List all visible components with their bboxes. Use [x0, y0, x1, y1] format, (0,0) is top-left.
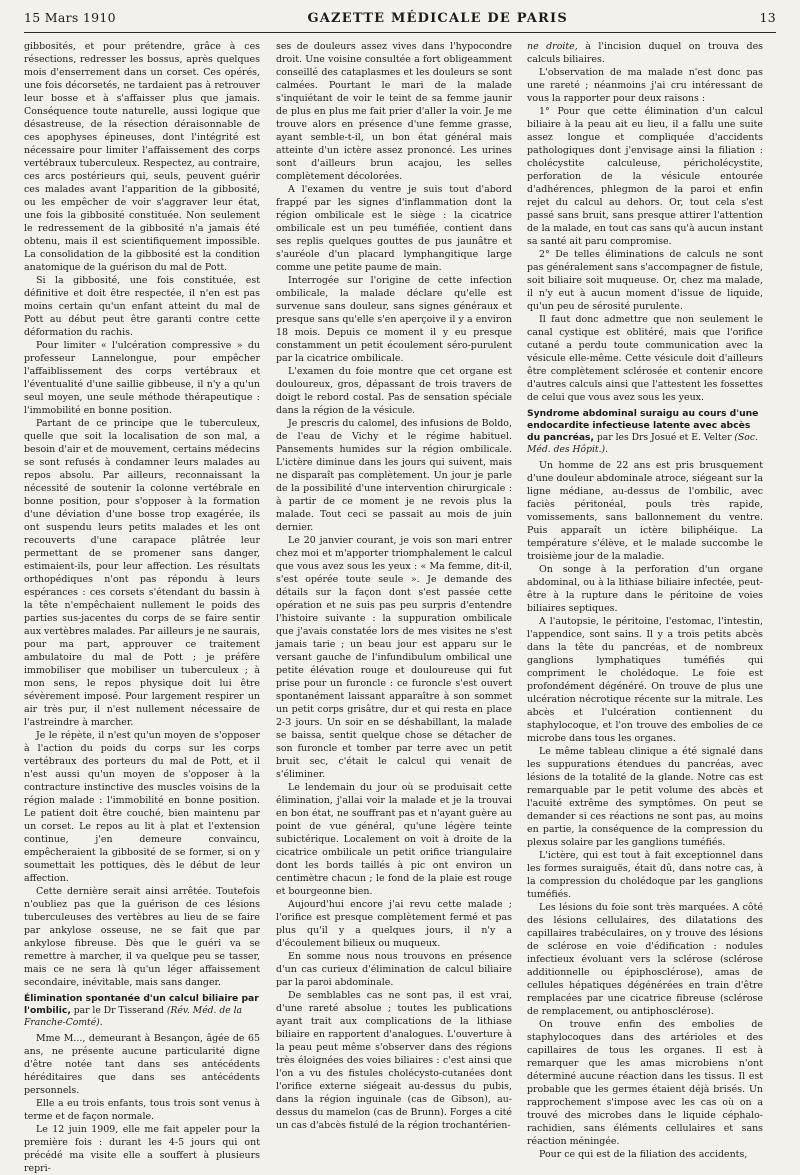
paragraph: L'examen du foie montre que cet organe est douloureux, gros, dépassant de trois travers de doigt le rebord costal. Pas de sensation spéciale dans la région de la vésicule. [276, 366, 512, 416]
paragraph: Le 12 juin 1909, elle me fait appeler pour la première fois : durant les 4-5 jours qui ont précédé ma visite elle a souffert à plusieurs repri- [24, 1124, 260, 1174]
article-title: Syndrome abdominal suraigu au cours d'une endocardite infectieuse latente avec abcès du pancréas, [527, 408, 759, 443]
paragraph: 1° Pour que cette élimination d'un calcul biliaire à la peau ait eu lieu, il a fallu une suite assez longue et compliquée d'accidents pathologiques dont j'envisage ainsi la filiation : cholécystite calculeuse, péricholécystite, perforation de la vésicule entourée d'adhérences, phlegmon de la paroi et enfin rejet du calcul au dehors. Or, tout cela s'est passé sans bruit, sans presque attirer l'attention de la malade, en tout cas sans qu'à aucun instant sa santé ait paru compromise. [527, 106, 763, 247]
article-heading [527, 408, 763, 456]
paragraph: Pour limiter « l'ulcération compressive » du professeur Lannelongue, pour empêcher l'affaiblissement des corps vertébraux et l'éventualité d'une saillie gibbeuse, il n'y a qu'un seul moyen, une seule méthode thérapeutique : l'immobilité en bonne position. [24, 340, 260, 416]
paragraph: Partant de ce principe que le tuberculeux, quelle que soit la localisation de son mal, a besoin d'air et de mouvement, certains médecins se sont refusés à condamner leurs malades au repos absolu. Par ailleurs, reconnaissant la nécessité de soutenir la colonne vertébrale en bonne position, pour s'opposer à la formation d'une déviation d'une bosse trop exagérée, ils ont suspendu leurs petits malades et les ont recouverts d'une carapace plâtrée leur permettant de se promener sans danger, estimaient-ils, pour leur affection. Les résultats orthopédiques n'ont pas répondu à leurs espérances : ces corsets s'étendant du bassin à la tête n'empêchaient nullement le poids des parties sus-jacentes du corps de se faire sentir aux vertèbres malades. Par ailleurs je ne saurais, pour ma part, approuver ce traitement ambulatoire du mal de Pott ; je préfère immobiliser que mobiliser un tuberculeux ; à mon sens, le repos physique doit lui être sévèrement imposé. Pour largement respirer un air très pur, il n'est nullement nécessaire de l'astreindre à marcher. [24, 418, 260, 728]
article-source: (Rév. Méd. de la Franche-Comté). [24, 1005, 243, 1028]
paragraph: Cette dernière serait ainsi arrêtée. Toutefois n'oubliez pas que la guérison de ces lésions tuberculeuses des vertèbres au lieu de se faire par ankylose osseuse, ne se fait que par ankylose fibreuse. Dès que le guéri va se remettre à marcher, il va quelque peu se tasser, mais ce ne sera là qu'un léger affaissement secondaire, inévitable, mais sans danger. [24, 886, 260, 988]
column-left [24, 40, 260, 1174]
column-middle [276, 40, 512, 1131]
paragraph: Aujourd'hui encore j'ai revu cette malade ; l'orifice est presque complètement fermé et pas plus qu'il y a quelques jours, il n'y a d'écoulement bilieux ou muqueux. [276, 899, 512, 949]
paragraph: A l'autopsie, le péritoine, l'estomac, l'intestin, l'appendice, sont sains. Il y a trois petits abcès dans la tête du pancréas, et de nombreux ganglions lymphatiques tuméfiés qui compriment le cholédoque. Le foie est profondément dégénéré. On trouve de plus une ulcération nécrotique récente sur la mitrale. Les abcès et l'ulcération contiennent du staphylocoque, et l'on trouve des embolies de ce microbe dans tous les organes. [527, 616, 763, 744]
article-source: (Soc. Méd. des Hôpit.). [527, 432, 758, 455]
paragraph: 2° De telles éliminations de calculs ne sont pas généralement sans s'accompagner de fistule, soit biliaire soit muqueuse. Or, chez ma malade, il n'y eut à aucun moment d'issue de liquide, qu'un peu de sérosité purulente. [527, 249, 763, 312]
paragraph: On songe à la perforation d'un organe abdominal, ou à la lithiase biliaire infectée, peut-être à la rupture dans le péritoine de voies biliaires septiques. [527, 564, 763, 614]
paragraph: Si la gibbosité, une fois constituée, est définitive et doit être respectée, il n'en est pas moins certain qu'un enfant atteint du mal de Pott au début peut être garanti contre cette déformation du rachis. [24, 275, 260, 338]
paragraph: Le lendemain du jour où se produisait cette élimination, j'allai voir la malade et je la trouvai en bon état, ne souffrant pas et n'ayant guère au point de vue général, qu'une légère teinte subictérique. Localement on voit à droite de la cicatrice ombilicale un petit orifice triangulaire dont les bords taillés à pic ont environ un centimètre chacun ; le fond de la plaie est rouge et bourgeonne bien. [276, 782, 512, 897]
paragraph: L'ictère, qui est tout à fait exceptionnel dans les formes suraiguës, était dû, dans notre cas, à la compression du cholédoque par les ganglions tuméfiés. [527, 850, 763, 900]
italic-run: ne droite, [527, 41, 578, 52]
paragraph: Interrogée sur l'origine de cette infection ombilicale, la malade déclare qu'elle est survenue sans douleur, sans signes généraux et presque sans qu'elle s'en aperçoive il y a environ 18 mois. Depuis ce moment il y eu presque constamment un petit écoulement séro-purulent par la cicatrice ombilicale. [276, 275, 512, 364]
page-header [24, 10, 776, 34]
text-run: à l'incision duquel on trouva des calculs biliaires. [527, 41, 764, 65]
column-right [527, 40, 764, 1160]
paragraph: De semblables cas ne sont pas, il est vrai, d'une rareté absolue ; toutes les publications ayant trait aux complications de la lithiase biliaire en rapportent d'analogues. L'ouverture à la peau peut même s'observer dans des régions très éloignées des voies biliaires : c'est ainsi que l'on a vu des fistules cholécysto-cutanées dont l'orifice externe siégeait au-dessus du pubis, dans la région inguinale (cas de Gibson), au-dessus du mamelon (cas de Brunn). Forges a cité un cas d'abcès fistulé de la région trochantérien- [276, 990, 512, 1131]
paragraph: L'observation de ma malade n'est donc pas une rareté ; néanmoins j'ai cru intéressant de vous la rapporter pour deux raisons : [527, 67, 763, 104]
paragraph [527, 40, 763, 66]
paragraph: Je prescris du calomel, des infusions de Boldo, de l'eau de Vichy et le régime habituel. Pansements humides sur la région ombilicale. L'ictère diminue dans les jours qui suivent, mais ne disparaît pas complètement. Un jour je parle de la possibilité d'une intervention chirurgicale : à partir de ce moment je ne revois plus la malade. Tout ceci se passait au mois de juin dernier. [276, 418, 512, 533]
paragraph: gibbosités, et pour prétendre, grâce à ces résections, redresser les bossus, après quelques mois d'enserrement dans un corset. Ces opérés, une fois décorsetés, ne tardaient pas à retrouver leur bosse et à s'affaisser plus que jamais. Conséquence toute naturelle, aussi logique que désastreuse, de la résection déraisonnable de ces apophyses épineuses, dont l'intégrité est nécessaire pour limiter l'affaissement des corps vertébraux tuberculeux. Respectez, au contraire, ces arcs postérieurs qui, seuls, peuvent guérir ces malades avant l'apparition de la gibbosité, ou les empêcher de voir s'aggraver leur état, une fois la gibbosité constituée. Non seulement le redressement de la gibbosité n'a jamais été obtenu, mais il est scientifiquement impossible. La consolidation de la gibbosité est la condition anatomique de la guérison du mal de Pott. [24, 41, 260, 273]
paragraph: Mme M..., demeurant à Besançon, âgée de 65 ans, ne présente aucune particularité digne d'être notée tant dans ses antécédents héréditaires que dans ses antécédents personnels. [24, 1033, 260, 1096]
paragraph: Les lésions du foie sont très marquées. A côté des lésions cellulaires, des dilatations des capillaires trabéculaires, on y trouve des lésions de sclérose en voie d'édification : nodules infectieux évoluant vers la sclérose (sclérose additionnelle ou épiphosclérose), amas de cellules hépatiques dégénérées en train d'être remplacées par une cicatrice fibreuse (sclérose de remplacement, ou antiphosclérose). [527, 902, 763, 1017]
article-title: Élimination spontanée d'un calcul biliaire par l'ombilic, [24, 993, 259, 1016]
paragraph: On trouve enfin des embolies de staphylocoques dans des artérioles et des capillaires de tous les organes. Il est à remarquer que les amas microbiens n'ont déterminé aucune réaction dans les tissus. Il est probable que les germes étaient déjà brisés. Un rapprochement s'impose avec les cas où on a trouvé des microbes dans le liquide céphalo-rachidien, sans éléments cellulaires et sans réaction méningée. [527, 1019, 763, 1147]
page-number: 13 [759, 10, 776, 25]
paragraph: A l'examen du ventre je suis tout d'abord frappé par les signes d'inflammation dont la région ombilicale est le siège : la cicatrice ombilicale est un peu tuméfiée, contient dans ses replis quelques gouttes de pus jaunâtre et s'auréole d'un placard lymphangitique large comme une petite paume de main. [276, 184, 512, 273]
paragraph: ses de douleurs assez vives dans l'hypocondre droit. Une voisine consultée a fort obligeamment conseillé des cataplasmes et les douleurs se sont calmées. Pourtant le mari de la malade s'inquiétant de voir le teint de sa femme jaunir de plus en plus me fait prier d'aller la voir. Je me trouve alors en présence d'une femme grasse, ayant semble-t-il, un bon état général mais atteinte d'un ictère assez prononcé. Les urines sont d'ailleurs brun acajou, les selles complètement décolorées. [276, 41, 512, 182]
paragraph: Le même tableau clinique a été signalé dans les suppurations étendues du pancréas, avec lésions de la totalité de la glande. Notre cas est remarquable par le petit volume des abcès et l'acuité extrême des symptômes. On peut se demander si ces réactions ne sont pas, au moins en partie, la conséquence de la compression du plexus solaire par les ganglions tuméfiés. [527, 746, 763, 848]
header-rule [24, 32, 776, 33]
paragraph: Le 20 janvier courant, je vois son mari entrer chez moi et m'apporter triomphalement le calcul que vous avez sous les yeux : « Ma femme, dit-il, s'est opérée toute seule ». Je demande des détails sur la façon dont s'est passée cette opération et ne suis pas peu surpris d'entendre l'histoire suivante : la suppuration ombilicale que j'avais constatée lors de mes visites ne s'est jamais tarie ; un beau jour est apparu sur le versant gauche de l'infundibulum ombilical une petite élévation rouge et douloureuse qui fut prise pour un furoncle : ce furoncle s'est ouvert spontanément laissant apparaître à son sommet un petit corps grisâtre, dur et qui resta en place 2-3 jours. Un soir en se déshabillant, la malade se baissa, sentit quelque chose se détacher de son furoncle et tomber par terre avec un petit bruit sec, c'était le calcul qui venait de s'éliminer. [276, 535, 512, 780]
paragraph: Il faut donc admettre que non seulement le canal cystique est oblitéré, mais que l'orifice cutané a perdu toute communication avec la vésicule elle-même. Cette vésicule doit d'ailleurs être complètement sclérosée et contenir encore d'autres calculs ainsi que l'attestent les fossettes de celui que vous avez sous les yeux. [527, 314, 763, 403]
paragraph: Un homme de 22 ans est pris brusquement d'une douleur abdominale atroce, siégeant sur la ligne médiane, au-dessus de l'ombilic, avec faciès péritonéal, pouls très rapide, vomissements, sans ballonnement du ventre. Puis apparaît un ictère biliphéique. La température s'élève, et le malade succombe le troisième jour de la maladie. [527, 460, 763, 562]
article-author: par le Dr Tisserand [70, 1005, 167, 1016]
paragraph: Je le répète, il n'est qu'un moyen de s'opposer à l'action du poids du corps sur les corps vertébraux des porteurs du mal de Pott, et il n'est aussi qu'un moyen de s'opposer à la contracture instinctive des muscles voisins de la région malade : l'immobilité en bonne position. Le patient doit être couché, bien maintenu par un corset. Le repos au lit à plat et l'extension continue, j'en demeure convaincu, empêcheraient la gibbosité de se former, si on y soumettait les pottiques, dès le début de leur affection. [24, 730, 260, 884]
journal-title: GAZETTE MÉDICALE DE PARIS [307, 11, 568, 26]
article-heading [24, 993, 260, 1029]
header-date: 15 Mars 1910 [24, 10, 116, 25]
paragraph: En somme nous nous trouvons en présence d'un cas curieux d'élimination de calcul biliaire par la paroi abdominale. [276, 951, 512, 988]
article-author: par les Drs Josué et E. Velter [594, 432, 735, 443]
paragraph: Pour ce qui est de la filiation des accidents, [539, 1149, 748, 1160]
paragraph: Elle a eu trois enfants, tous trois sont venus à terme et de façon normale. [24, 1098, 260, 1122]
